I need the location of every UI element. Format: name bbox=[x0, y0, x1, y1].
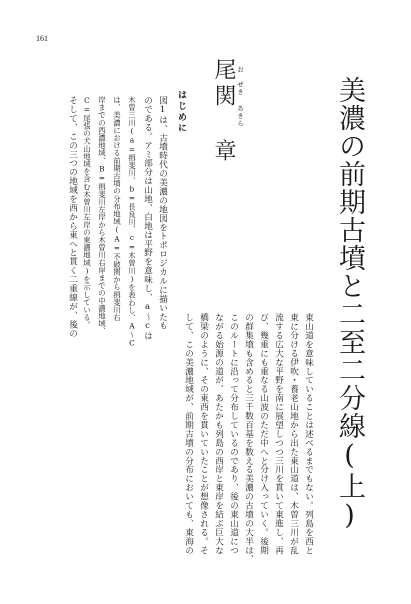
upper-text-line-1: 図1は、古墳時代の美濃の地図をトポロジカルに描いたも bbox=[157, 96, 168, 331]
upper-text-line-4: は、美濃における前期古墳の分布地域(A=不破関から揖斐川右 bbox=[112, 96, 122, 322]
author-furigana: お ぜき あきら bbox=[236, 66, 244, 128]
lower-text-line-5: の群集墳も含めると三千数百基を数える美濃の古墳の大半は、 bbox=[243, 313, 254, 564]
lower-text-line-9: して、この美濃地域が、前期古墳の分布においても、東海の bbox=[183, 313, 194, 555]
upper-text-line-7: そして、この三つの地域を西から東へと貫く二重線が、後の bbox=[67, 96, 78, 338]
lower-text-line-7: ながる始源の道が、あたかも列島の西岸と東岸を結ぶ巨大な bbox=[213, 313, 224, 555]
lower-text-line-6: このルートに沿って分布しているのであり、後の東山道につ bbox=[228, 313, 239, 555]
lower-text-line-3: 流する広大な平野を南に展望しつつ三川を貫いて東進し、再 bbox=[273, 313, 284, 555]
lower-text-line-4: び、幾重にも重なる山波のただ中へと分け入っていく。後期 bbox=[258, 313, 269, 555]
lower-text-line-2: 東に分ける伊吹・養老山地から出た東山道は、木曽三川が乱 bbox=[288, 313, 299, 555]
section-heading: はじめに bbox=[176, 90, 186, 134]
lower-text-line-1: 東山道を意味していることは述べるまでもない。列島を西と bbox=[303, 313, 314, 555]
article-title: 美濃の前期古墳と二至二分線(上) bbox=[334, 76, 365, 532]
upper-text-line-2: のである。アミ部分は山地、白地は平野を意味し、a〜cは bbox=[142, 96, 153, 341]
upper-text-line-5: 岸までの西濃地域、B=揖斐川左岸から木曽川右岸までの中濃地域、 bbox=[97, 96, 107, 335]
lower-text-line-8: 橋梁のように、その東西を貫いていたことが想像される。そ bbox=[198, 313, 209, 555]
page-number: 161 bbox=[36, 34, 48, 43]
author-name: 尾関 章 bbox=[211, 58, 236, 165]
upper-text-line-3: 木曽三川(a=揖斐川、b=長良川、c=木曽川)を表わし、A〜C bbox=[127, 96, 137, 348]
upper-text-line-6: C=尾張の犬山地域を含む木曽川左岸の東濃地域)を示している。 bbox=[82, 96, 92, 329]
